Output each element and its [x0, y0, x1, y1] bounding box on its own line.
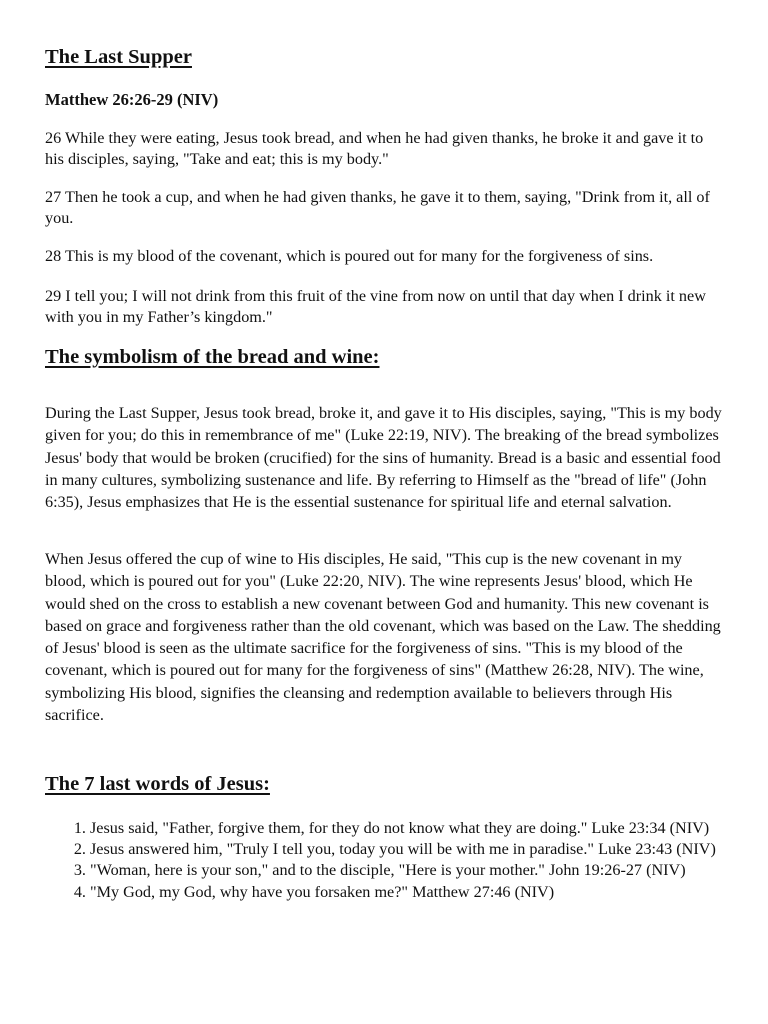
- list-item: 1. Jesus said, "Father, forgive them, for they do not know what they are doing." Luke 23:34 (NIV): [90, 818, 768, 839]
- seven-words-list: [45, 818, 768, 903]
- list-item: 2. Jesus answered him, "Truly I tell you, today you will be with me in paradise." Luke 23:43 (NIV): [90, 839, 768, 860]
- verse-27: 27 Then he took a cup, and when he had given thanks, he gave it to them, saying, "Drink from it, all of you.: [45, 188, 710, 228]
- list-item: 4. "My God, my God, why have you forsaken me?" Matthew 27:46 (NIV): [90, 882, 768, 903]
- heading-last-supper: The Last Supper: [45, 46, 192, 68]
- verse-29: 29 I tell you; I will not drink from this fruit of the vine from now on until that day when I drink it new with you in my Father’s kingdom.": [45, 287, 706, 327]
- verse-26: 26 While they were eating, Jesus took bread, and when he had given thanks, he broke it and gave it to his disciples, saying, "Take and eat; this is my body.": [45, 129, 704, 169]
- paragraph-wine: When Jesus offered the cup of wine to His disciples, He said, "This cup is the new covenant in my blood, which is poured out for you" (Luke 22:20, NIV). The wine represents Jesus' blood, which He would shed on the cross to establish a new covenant between God and humanity. This new covenant is based on grace and forgiveness rather than the old covenant, which was based on the Law. The shedding of Jesus' blood is seen as the ultimate sacrifice for the forgiveness of sins. "This is my blood of the covenant, which is poured out for many for the forgiveness of sins" (Matthew 26:28, NIV). The wine, symbolizing His blood, signifies the cleansing and redemption available to believers through His sacrifice.: [45, 550, 721, 725]
- paragraph-bread: During the Last Supper, Jesus took bread, broke it, and gave it to His disciples, saying, "This is my body given for you; do this in remembrance of me" (Luke 22:19, NIV). The breaking of the bread symbolizes Jesus' body that would be broken (crucified) for the sins of humanity. Bread is a basic and essential food in many cultures, symbolizing sustenance and life. By referring to Himself as the "bread of life" (John 6:35), Jesus emphasizes that He is the essential sustenance for spiritual life and eternal salvation.: [45, 404, 722, 512]
- scripture-reference: Matthew 26:26-29 (NIV): [45, 90, 219, 109]
- heading-symbolism: The symbolism of the bread and wine:: [45, 346, 380, 368]
- list-item: 3. "Woman, here is your son," and to the disciple, "Here is your mother." John 19:26-27 (NIV): [90, 860, 768, 881]
- heading-seven-last-words: The 7 last words of Jesus:: [45, 773, 270, 795]
- verse-28: 28 This is my blood of the covenant, which is poured out for many for the forgiveness of sins.: [45, 247, 654, 265]
